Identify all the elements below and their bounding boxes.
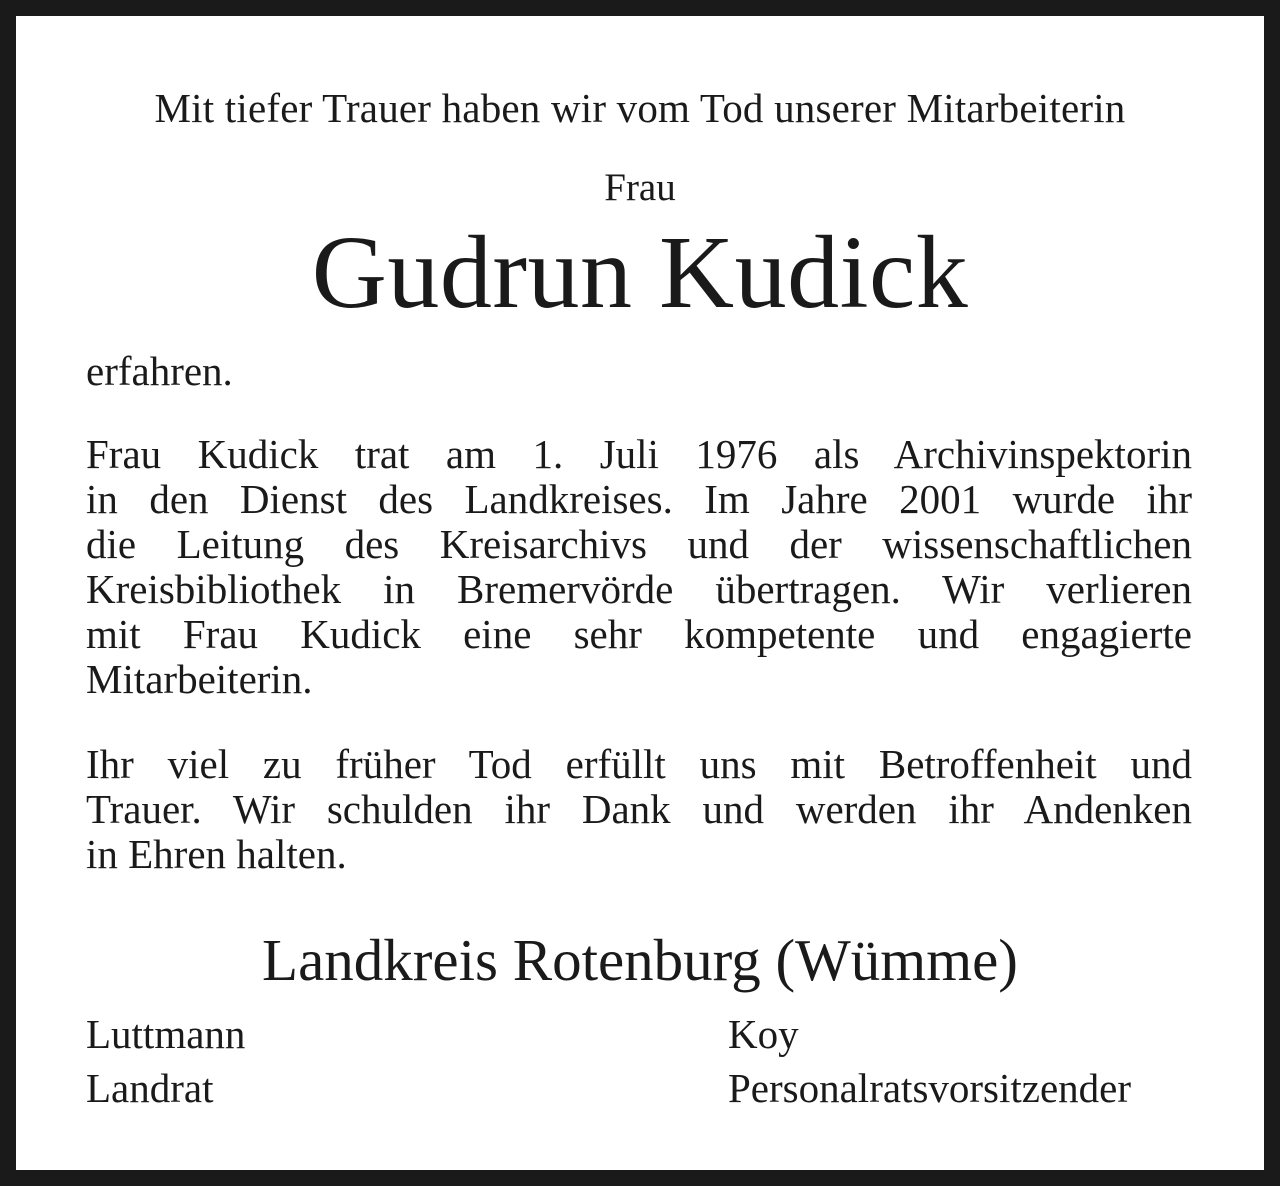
- paragraph-line: in den Dienst des Landkreises. Im Jahre 2001 wurde ihr: [86, 476, 1192, 522]
- paragraph-career: [86, 432, 1192, 702]
- after-name-text: erfahren.: [86, 348, 233, 394]
- paragraph-line: mit Frau Kudick eine sehr kompetente und engagierte: [86, 611, 1192, 657]
- signatory-role-right: Personalratsvorsitzender: [728, 1065, 1132, 1111]
- paragraph-line: Ihr viel zu früher Tod erfüllt uns mit Betroffenheit und: [86, 741, 1192, 787]
- organization-name: Landkreis Rotenburg (Wümme): [262, 927, 1018, 993]
- signatory-name-left: Luttmann: [86, 1011, 246, 1057]
- paragraph-line: Frau Kudick trat am 1. Juli 1976 als Archivinspektorin: [86, 431, 1192, 477]
- paragraph-line: Mitarbeiterin.: [86, 656, 313, 702]
- paragraph-line: in Ehren halten.: [86, 831, 347, 877]
- paragraph-line: Trauer. Wir schulden ihr Dank und werden ihr Andenken: [86, 786, 1192, 832]
- paragraph-line: Kreisbibliothek in Bremervörde übertragen. Wir verlieren: [86, 566, 1192, 612]
- paragraph-condolence: [86, 742, 1192, 877]
- signatory-role-left: Landrat: [86, 1065, 214, 1111]
- salutation: Frau: [604, 166, 676, 209]
- deceased-name: Gudrun Kudick: [311, 215, 969, 330]
- signatory-name-right: Koy: [728, 1011, 799, 1057]
- intro-text: Mit tiefer Trauer haben wir vom Tod unserer Mitarbeiterin: [154, 85, 1126, 131]
- paragraph-line: die Leitung des Kreisarchivs und der wissenschaftlichen: [86, 521, 1192, 567]
